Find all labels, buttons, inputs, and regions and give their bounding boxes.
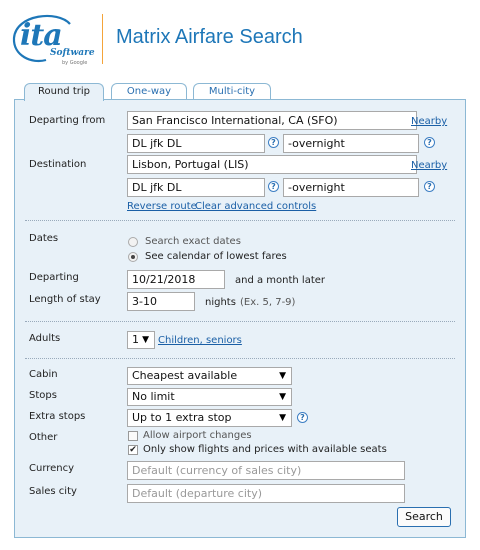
adults-select[interactable] (127, 331, 155, 349)
departing-from-input[interactable]: San Francisco International, CA (SFO) (127, 111, 417, 130)
search-form-panel (14, 99, 466, 538)
clear-advanced-controls-link[interactable]: Clear advanced controls (195, 201, 317, 212)
reverse-route-link[interactable]: Reverse route (127, 201, 197, 212)
search-button[interactable]: Search (397, 507, 451, 527)
departing-nearby-link[interactable]: Nearby (411, 116, 448, 127)
adults-label: Adults (29, 333, 61, 344)
length-of-stay-hint: (Ex. 5, 7-9) (240, 297, 296, 308)
ita-software-logo (10, 12, 95, 72)
extra-stops-help-icon[interactable]: ? (297, 412, 308, 423)
available-seats-checkbox[interactable] (128, 445, 138, 455)
section-divider (25, 220, 455, 221)
departing-label: Departing (29, 272, 79, 283)
extra-stops-select[interactable] (127, 409, 292, 427)
allow-airport-changes-checkbox[interactable] (128, 431, 138, 441)
adults-value: 1 (132, 333, 139, 346)
departing-extension-input[interactable]: -overnight (283, 134, 419, 153)
stops-value: No limit (132, 390, 175, 403)
destination-label: Destination (29, 159, 87, 170)
departing-date-input[interactable]: 10/21/2018 (127, 270, 225, 289)
logo-subtext: Software (50, 48, 95, 58)
tab-multi-city[interactable]: Multi-city (193, 83, 271, 100)
page-title: Matrix Airfare Search (116, 26, 303, 48)
currency-input[interactable]: Default (currency of sales city) (127, 461, 405, 480)
chevron-down-icon: ▼ (279, 392, 286, 402)
calendar-lowest-fares-label: See calendar of lowest fares (145, 251, 287, 262)
departing-range-text: and a month later (235, 275, 326, 286)
logo-by-google: by Google (62, 60, 88, 66)
cabin-select[interactable] (127, 367, 292, 385)
calendar-lowest-fares-radio[interactable] (128, 252, 138, 262)
tab-round-trip[interactable]: Round trip (24, 83, 104, 101)
section-divider (25, 321, 455, 322)
routing-help-icon[interactable]: ? (268, 137, 279, 148)
departing-from-label: Departing from (29, 115, 106, 126)
available-seats-label: Only show flights and prices with available seats (143, 444, 387, 455)
chevron-down-icon: ▼ (279, 413, 286, 423)
sales-city-input[interactable]: Default (departure city) (127, 484, 405, 503)
sales-city-label: Sales city (29, 486, 77, 497)
destination-routing-input[interactable]: DL jfk DL (127, 178, 265, 197)
chevron-down-icon: ▼ (142, 335, 149, 345)
header-divider (102, 14, 103, 64)
tab-one-way[interactable]: One-way (111, 83, 187, 100)
departing-routing-input[interactable]: DL jfk DL (127, 134, 265, 153)
destination-extension-input[interactable]: -overnight (283, 178, 419, 197)
extension-help-icon[interactable]: ? (424, 181, 435, 192)
section-divider (25, 358, 455, 359)
check-icon: ✔ (129, 445, 137, 455)
length-of-stay-input[interactable]: 3-10 (127, 292, 195, 311)
cabin-value: Cheapest available (132, 369, 238, 382)
chevron-down-icon: ▼ (279, 371, 286, 381)
allow-airport-changes-label: Allow airport changes (143, 430, 252, 441)
destination-nearby-link[interactable]: Nearby (411, 160, 448, 171)
logo-text: ita (20, 18, 62, 53)
dates-label: Dates (29, 233, 59, 244)
search-exact-dates-label: Search exact dates (145, 236, 241, 247)
header (0, 0, 480, 78)
nights-unit-text: nights (205, 297, 236, 308)
currency-label: Currency (29, 463, 75, 474)
cabin-label: Cabin (29, 369, 58, 380)
extension-help-icon[interactable]: ? (424, 137, 435, 148)
search-exact-dates-radio[interactable] (128, 237, 138, 247)
other-label: Other (29, 432, 58, 443)
extra-stops-label: Extra stops (29, 411, 86, 422)
children-seniors-link[interactable]: Children, seniors (158, 335, 242, 346)
stops-label: Stops (29, 390, 57, 401)
stops-select[interactable] (127, 388, 292, 406)
routing-help-icon[interactable]: ? (268, 181, 279, 192)
extra-stops-value: Up to 1 extra stop (132, 411, 232, 424)
length-of-stay-label: Length of stay (29, 294, 101, 305)
destination-input[interactable]: Lisbon, Portugal (LIS) (127, 155, 417, 174)
